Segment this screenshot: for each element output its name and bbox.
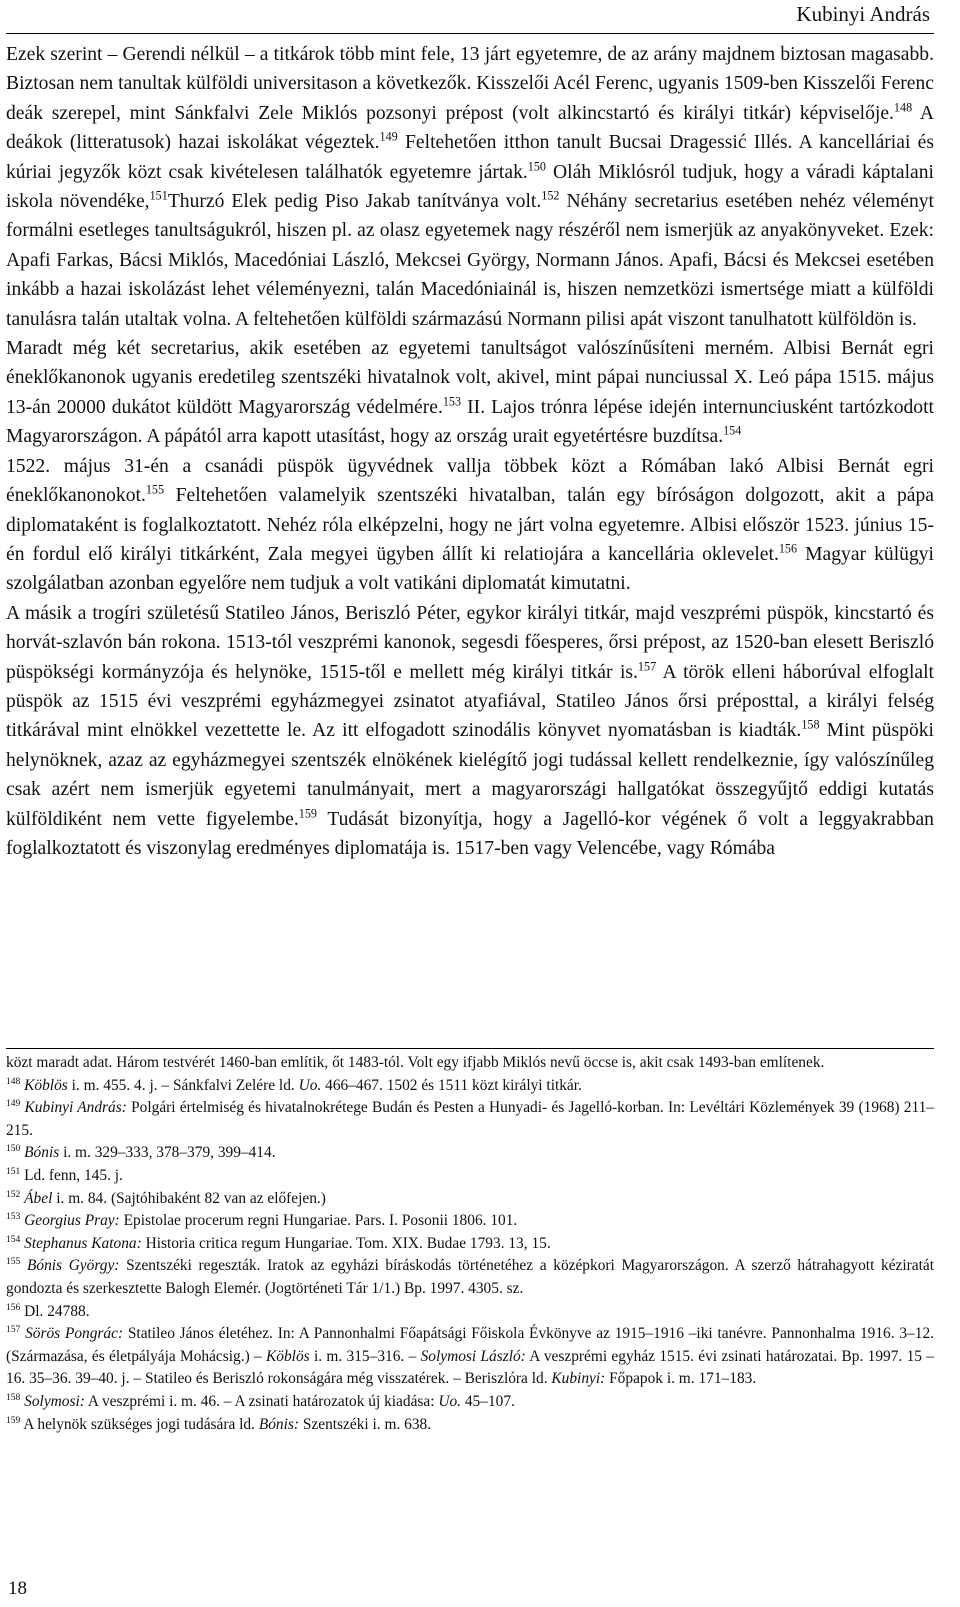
footnote-reference: 152: [541, 188, 560, 203]
text-run: A másik a trogíri születésű Statileo János, Beriszló Péter, egykor királyi titkár, majd veszprémi püspök, kincstartó és horvát-szlavón bán rokona. 1513-tól veszprémi kanonok, segesdi főesperes, őrsi prépost, az 1520-ban elesett Beriszló püspökségi kormányzója és helynöke, 1515-től e mellett még királyi titkár is.: [6, 602, 934, 683]
footnote-reference: 149: [6, 1098, 21, 1110]
footnote-reference: 151: [6, 1165, 21, 1177]
text-run: Szentszéki regeszták. Iratok az egyházi bíráskodás történetéhez a középkori Magyarországon. A szerző hátrahagyott kéziratát gondozta és szerkesztette Balogh Elemér. (Jogtörténeti Tár 1/1.) Bp. 1997. 4305. sz.: [6, 1257, 934, 1297]
footnote-reference: 156: [6, 1301, 21, 1313]
text-run: i. m. 84. (Sajtóhibaként 82 van az előfejen.): [52, 1189, 326, 1207]
footnote-reference: 152: [6, 1188, 21, 1200]
paragraph: [6, 334, 934, 452]
text-run: 1522. május 31-én a csanádi püspök ügyvédnek vallja többek közt a Rómában lakó Albisi Bernát egri éneklőkanonokot.: [6, 455, 934, 507]
footnote-reference: 155: [145, 482, 165, 497]
text-run: Feltehetően valamelyik szentszéki hivatalban, talán egy bíróságon dolgozott, akit a pápa diplomataként is foglalkoztatott. Nehéz róla elképzelni, hogy ne járt volna egyetemre. Albisi először 1523. június 15-én fordul elő királyi titkárként, Zala megyei ügyben állít ki relatiojára a kancellária oklevelet.: [6, 485, 934, 565]
text-run: Maradt még két secretarius, akik esetében az egyetemi tanultságot valószínűsíteni merném. Albisi Bernát egri éneklőkanonok ugyanis eredetileg szentszéki hivatalnok volt, akivel, mint pápai nunciussal X. Leó pápa 1515. május 13-án 20000 dukátot küldött Magyarország védelmére.: [6, 338, 934, 418]
body-text: [6, 40, 934, 863]
text-run: [20, 1257, 27, 1274]
footnote: [6, 1188, 934, 1211]
footnote-reference: 150: [6, 1143, 21, 1155]
italic-text: Bónis György:: [26, 1257, 120, 1275]
footnote-reference: 153: [6, 1211, 21, 1223]
text-run: A deákok (litteratusok) hazai iskolákat végeztek.: [6, 102, 934, 154]
footnote: [6, 1414, 934, 1437]
paragraph: [6, 599, 934, 864]
footnote-reference: 155: [6, 1256, 21, 1268]
text-run: A török elleni háborúval elfoglalt püspök az 1515 évi veszprémi egyházmegyei zsinatot atyafiával, Statileo János őrsi préposttal, a királyi felség titkárával mint elnökkel vezettette le. Az itt elfogadott szinodális könyvet nyomatásban is kiadták.: [6, 661, 934, 742]
footnote-reference: 149: [379, 129, 398, 144]
text-run: Oláh Miklósról tudjuk, hogy a váradi káptalani iskola növendéke,: [6, 161, 934, 213]
text-run: 45–107.: [461, 1392, 515, 1410]
text-run: Epistolae procerum regni Hungariae. Pars. I. Posonii 1806. 101.: [119, 1212, 518, 1230]
text-run: Néhány secretarius esetében nehéz véleményt formálni esetleges tanultságukról, hiszen pl. az olasz egyetemek nagy részéről nem ismerjük az anyakönyveket. Ezek: Apafi Farkas, Bácsi Miklós, Macedóniai László, Mekcsei György, Normann János. Apafi, Bácsi és Mekcsei esetében inkább a hazai iskolázást lehet véleményezni, talán Macedóniainál is, hiszen nemzetközi ismertsége miatt a külföldi tanulásra talán utaltak volna. A feltehetően külföldi származású Normann pilisi apát viszont tanulhatott külföldön is.: [6, 191, 934, 330]
footnote: [6, 1052, 934, 1075]
footnote: [6, 1255, 934, 1300]
text-run: Ld. fenn, 145. j.: [20, 1166, 123, 1184]
footnote-reference: 150: [527, 159, 546, 174]
footnote-reference: 148: [6, 1075, 21, 1087]
page-number: 18: [8, 1578, 27, 1599]
footnote: [6, 1233, 934, 1256]
running-head: Kubinyi András: [796, 2, 930, 26]
text-run: Tudását bizonyítja, hogy a Jagelló-kor végének ő volt a leggyakrabban foglalkoztatott és viszonylag eredményes diplomatája is. 1517-ben vagy Velencébe, vagy Rómába: [6, 808, 934, 859]
italic-text: Solymosi:: [24, 1392, 85, 1410]
italic-text: Uo.: [298, 1076, 322, 1094]
text-run: Feltehetően itthon tanult Bucsai Dragessić Illés. A kancelláriai és kúriai jegyzők közt csak kivételesen találhatók egyetemre jártak.: [6, 132, 934, 183]
footnote-reference: 159: [6, 1414, 21, 1426]
text-run: i. m. 455. 4. j. – Sánkfalvi Zelére ld.: [67, 1076, 299, 1094]
italic-text: Solymosi László:: [420, 1347, 526, 1365]
text-run: Szentszéki i. m. 638.: [299, 1415, 432, 1433]
text-run: Polgári értelmiség és hivatalnokrétege Budán és Pesten a Hunyadi- és Jagelló-korban. In: Levéltári Közlemények 39 (1968) 211–215.: [6, 1099, 934, 1139]
footnote-reference: 158: [6, 1391, 21, 1403]
paragraph: [6, 452, 934, 599]
italic-text: Stephanus Katona:: [24, 1234, 142, 1252]
text-run: Historia critica regum Hungariae. Tom. XIX. Budae 1793. 13, 15.: [141, 1234, 551, 1252]
italic-text: Kubinyi András:: [24, 1099, 127, 1117]
footnote: [6, 1391, 934, 1414]
text-run: A helynök szükséges jogi tudására ld.: [20, 1415, 259, 1433]
footnote-reference: 148: [893, 100, 913, 115]
footnotes: [6, 1052, 934, 1436]
text-run: i. m. 329–333, 378–379, 399–414.: [59, 1144, 276, 1162]
footnote: [6, 1301, 934, 1324]
text-run: Thurzó Elek pedig Piso Jakab tanítványa volt.: [167, 191, 542, 213]
text-run: Mint püspöki helynöknek, azaz az egyházmegyei szentszék elnökének kielégítő jogi tudással kellett rendelkeznie, így valószínűleg csak azért nem ismerjük egyetemi tanulmányait, mert a magyarországi hallgatókat összegyűjtő eddigi kutatás külföldiként nem vette figyelembe.: [6, 720, 934, 830]
text-run: i. m. 315–316. –: [309, 1347, 421, 1365]
footnote: [6, 1210, 934, 1233]
footnote-reference: 159: [298, 806, 317, 821]
footnote: [6, 1097, 934, 1142]
text-run: Statileo János életéhez. In: A Pannonhalmi Főapátsági Főiskola Évkönyve az 1915–1916 –iki tanévre. Pannonhalma 1916. 3–12. (Származása, és életpályája Mohácsig.) –: [6, 1325, 934, 1365]
italic-text: Bónis: [24, 1144, 60, 1162]
footnote: [6, 1165, 934, 1188]
footnote-reference: 157: [6, 1324, 21, 1335]
footnote-separator: [6, 1048, 934, 1049]
text-run: A veszprémi i. m. 46. – A zsinati határozatok új kiadása:: [84, 1392, 439, 1410]
text-run: A veszprémi egyház 1515. évi zsinati határozatai. Bp. 1997. 15 –16. 35–36. 39–40. j. – Statileo és Beriszló rokonságára még visszatérek. – Beriszlóra ld.: [6, 1347, 934, 1388]
text-run: Főpapok i. m. 171–183.: [605, 1370, 757, 1388]
italic-text: Georgius Pray:: [24, 1212, 120, 1230]
text-run: II. Lajos trónra lépése idején internunciusként tartózkodott Magyarországon. A pápától arra kapott utasítást, hogy az ország urait egyetértésre buzdítsa.: [6, 396, 934, 448]
text-run: 466–467. 1502 és 1511 közt királyi titkár.: [321, 1076, 582, 1094]
footnote-reference: 151: [149, 188, 168, 203]
header-rule: [6, 33, 934, 34]
text-run: Ezek szerint – Gerendi nélkül – a titkárok több mint fele, 13 járt egyetemre, de az arány majdnem biztosan magasabb. Biztosan nem tanultak külföldi universitason a következők. Kisszelői Acél Ferenc, ugyanis 1509-ben Kisszelői Ferenc deák szerepel, mint Sánkfalvi Zele Miklós pozsonyi prépost (volt alkincstartó és királyi titkár) képviselője.: [6, 44, 934, 124]
text-run: Magyar külügyi szolgálatban azonban egyelőre nem tudjuk a volt vatikáni diplomatát kimutatni.: [6, 543, 934, 595]
italic-text: Sörös Pongrác:: [25, 1325, 124, 1343]
footnote-reference: 156: [778, 541, 798, 556]
italic-text: Bónis:: [258, 1415, 300, 1433]
italic-text: Ábel: [24, 1189, 53, 1207]
italic-text: Uo.: [438, 1392, 462, 1410]
italic-text: Kubinyi:: [551, 1370, 606, 1388]
italic-text: Köblös: [266, 1347, 310, 1365]
text-run: közt maradt adat. Három testvérét 1460-ban említik, őt 1483-tól. Volt egy ifjabb Miklós nevű öccse is, akit csak 1493-ban említenek.: [6, 1054, 825, 1071]
footnote-reference: 154: [723, 423, 742, 438]
text-run: Dl. 24788.: [20, 1302, 90, 1320]
footnote: [6, 1142, 934, 1165]
footnote-reference: 157: [637, 659, 657, 673]
paragraph: [6, 40, 934, 334]
footnote: [6, 1323, 934, 1391]
footnote-reference: 153: [442, 394, 462, 409]
footnote-reference: 158: [801, 717, 820, 732]
footnote: [6, 1075, 934, 1098]
italic-text: Köblös: [24, 1076, 68, 1094]
footnote-reference: 154: [6, 1233, 21, 1245]
